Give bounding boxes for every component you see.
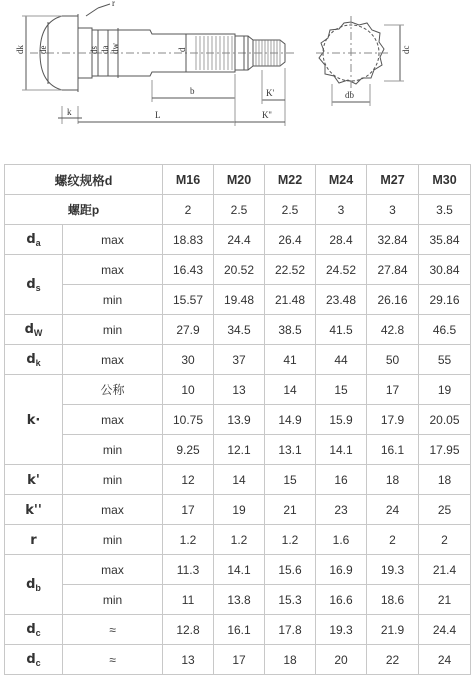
value-cell: 2 <box>367 525 419 555</box>
tolerance-cell: min <box>63 315 163 345</box>
value-cell: 15.9 <box>316 405 367 435</box>
symbol-cell <box>5 525 63 555</box>
symbol-cell <box>5 375 63 465</box>
spec-label: 螺纹规格d <box>5 165 163 195</box>
value-cell: 12.1 <box>214 435 265 465</box>
label-k: k <box>67 107 72 117</box>
symbol-main: r <box>30 532 37 548</box>
symbol-main: d <box>26 652 36 667</box>
label-ds: ds <box>89 45 99 54</box>
table-row <box>5 645 471 675</box>
value-cell: 19 <box>214 495 265 525</box>
value-cell: 16.9 <box>316 555 367 585</box>
symbol-cell <box>5 465 63 495</box>
value-cell: 13.1 <box>265 435 316 465</box>
value-cell: 20.05 <box>419 405 471 435</box>
symbol-main: d <box>26 277 36 292</box>
value-cell: 21 <box>265 495 316 525</box>
symbol-cell <box>5 645 63 675</box>
value-cell: 11 <box>163 585 214 615</box>
tolerance-cell: min <box>63 585 163 615</box>
value-cell: 12.8 <box>163 615 214 645</box>
symbol-main: k'' <box>25 502 42 518</box>
size-header: M27 <box>367 165 419 195</box>
symbol-main: d <box>26 232 36 247</box>
table-row <box>5 615 471 645</box>
value-cell: 1.6 <box>316 525 367 555</box>
tolerance-cell: 公称 <box>63 375 163 405</box>
value-cell: 13 <box>163 645 214 675</box>
table-row <box>5 315 471 345</box>
value-cell: 30.84 <box>419 255 471 285</box>
symbol-cell <box>5 555 63 615</box>
size-header: M30 <box>419 165 471 195</box>
tolerance-cell: max <box>63 345 163 375</box>
value-cell: 1.2 <box>265 525 316 555</box>
size-header: M22 <box>265 165 316 195</box>
value-cell: 16.6 <box>316 585 367 615</box>
value-cell: 14.1 <box>316 435 367 465</box>
tolerance-cell: max <box>63 495 163 525</box>
table-row <box>5 285 471 315</box>
label-d: d <box>177 47 187 52</box>
value-cell: 17.95 <box>419 435 471 465</box>
size-header: M24 <box>316 165 367 195</box>
label-b: b <box>190 86 195 96</box>
pitch-value: 2.5 <box>214 195 265 225</box>
value-cell: 16.43 <box>163 255 214 285</box>
symbol-subscript: c <box>35 628 41 638</box>
value-cell: 16.1 <box>214 615 265 645</box>
value-cell: 41 <box>265 345 316 375</box>
value-cell: 21 <box>419 585 471 615</box>
tolerance-cell: ≈ <box>63 645 163 675</box>
symbol-subscript: b <box>35 583 41 593</box>
symbol-cell <box>5 345 63 375</box>
value-cell: 1.2 <box>214 525 265 555</box>
value-cell: 18 <box>265 645 316 675</box>
value-cell: 19.3 <box>367 555 419 585</box>
value-cell: 16 <box>316 465 367 495</box>
symbol-main: k· <box>26 412 41 428</box>
value-cell: 37 <box>214 345 265 375</box>
label-dk: dk <box>15 45 25 54</box>
value-cell: 26.4 <box>265 225 316 255</box>
tolerance-cell: min <box>63 285 163 315</box>
table-row <box>5 555 471 585</box>
value-cell: 18.83 <box>163 225 214 255</box>
symbol-subscript: W <box>33 328 43 338</box>
value-cell: 16.1 <box>367 435 419 465</box>
value-cell: 13.8 <box>214 585 265 615</box>
value-cell: 17.8 <box>265 615 316 645</box>
value-cell: 25 <box>419 495 471 525</box>
label-kp: K' <box>266 88 275 98</box>
label-kpp: K'' <box>262 110 272 120</box>
symbol-cell <box>5 225 63 255</box>
symbol-main: d <box>26 577 36 592</box>
tolerance-cell: max <box>63 225 163 255</box>
value-cell: 9.25 <box>163 435 214 465</box>
value-cell: 23 <box>316 495 367 525</box>
value-cell: 14 <box>214 465 265 495</box>
value-cell: 34.5 <box>214 315 265 345</box>
value-cell: 22.52 <box>265 255 316 285</box>
value-cell: 24 <box>367 495 419 525</box>
value-cell: 20 <box>316 645 367 675</box>
table-row <box>5 435 471 465</box>
tolerance-cell: min <box>63 525 163 555</box>
value-cell: 32.84 <box>367 225 419 255</box>
symbol-subscript: s <box>35 283 41 293</box>
value-cell: 14.9 <box>265 405 316 435</box>
table-row <box>5 375 471 405</box>
value-cell: 21.4 <box>419 555 471 585</box>
value-cell: 24 <box>419 645 471 675</box>
label-L: L <box>155 110 161 120</box>
symbol-cell <box>5 255 63 315</box>
value-cell: 30 <box>163 345 214 375</box>
value-cell: 35.84 <box>419 225 471 255</box>
value-cell: 10 <box>163 375 214 405</box>
size-header: M20 <box>214 165 265 195</box>
value-cell: 15 <box>265 465 316 495</box>
symbol-cell <box>5 315 63 345</box>
value-cell: 2 <box>419 525 471 555</box>
bolt-drawing <box>0 0 474 155</box>
tolerance-cell: min <box>63 465 163 495</box>
table-row <box>5 585 471 615</box>
symbol-subscript: a <box>35 238 41 248</box>
value-cell: 23.48 <box>316 285 367 315</box>
tolerance-cell: ≈ <box>63 615 163 645</box>
tolerance-cell: max <box>63 255 163 285</box>
value-cell: 18.6 <box>367 585 419 615</box>
value-cell: 13.9 <box>214 405 265 435</box>
label-dc: dc <box>401 45 411 54</box>
value-cell: 21.48 <box>265 285 316 315</box>
symbol-main: d <box>24 322 34 337</box>
value-cell: 19.3 <box>316 615 367 645</box>
value-cell: 24.4 <box>214 225 265 255</box>
value-cell: 41.5 <box>316 315 367 345</box>
value-cell: 14.1 <box>214 555 265 585</box>
value-cell: 22 <box>367 645 419 675</box>
symbol-cell <box>5 495 63 525</box>
value-cell: 46.5 <box>419 315 471 345</box>
tolerance-cell: max <box>63 405 163 435</box>
pitch-value: 2 <box>163 195 214 225</box>
value-cell: 17 <box>367 375 419 405</box>
pitch-value: 2.5 <box>265 195 316 225</box>
value-cell: 15.6 <box>265 555 316 585</box>
value-cell: 26.16 <box>367 285 419 315</box>
label-db: db <box>345 90 354 100</box>
spec-table <box>4 164 471 675</box>
value-cell: 28.4 <box>316 225 367 255</box>
value-cell: 14 <box>265 375 316 405</box>
value-cell: 18 <box>419 465 471 495</box>
tolerance-cell: min <box>63 435 163 465</box>
size-header: M16 <box>163 165 214 195</box>
value-cell: 1.2 <box>163 525 214 555</box>
table-row <box>5 495 471 525</box>
value-cell: 19.48 <box>214 285 265 315</box>
pitch-value: 3 <box>367 195 419 225</box>
symbol-subscript: k <box>35 358 41 368</box>
tolerance-cell: max <box>63 555 163 585</box>
value-cell: 42.8 <box>367 315 419 345</box>
table-row <box>5 255 471 285</box>
value-cell: 19 <box>419 375 471 405</box>
symbol-main: d <box>26 622 36 637</box>
value-cell: 38.5 <box>265 315 316 345</box>
label-r: r <box>112 0 115 8</box>
table-row <box>5 525 471 555</box>
symbol-cell <box>5 615 63 645</box>
label-dw: dw <box>110 43 120 54</box>
value-cell: 50 <box>367 345 419 375</box>
value-cell: 13 <box>214 375 265 405</box>
value-cell: 17 <box>214 645 265 675</box>
value-cell: 24.4 <box>419 615 471 645</box>
value-cell: 27.84 <box>367 255 419 285</box>
value-cell: 15.3 <box>265 585 316 615</box>
value-cell: 20.52 <box>214 255 265 285</box>
value-cell: 12 <box>163 465 214 495</box>
table-row <box>5 465 471 495</box>
symbol-main: k' <box>27 472 40 488</box>
label-de: de <box>38 45 48 54</box>
pitch-value: 3.5 <box>419 195 471 225</box>
value-cell: 11.3 <box>163 555 214 585</box>
value-cell: 55 <box>419 345 471 375</box>
symbol-subscript: c <box>35 658 41 668</box>
table-row <box>5 225 471 255</box>
value-cell: 15.57 <box>163 285 214 315</box>
label-da: da <box>100 45 110 54</box>
value-cell: 27.9 <box>163 315 214 345</box>
value-cell: 44 <box>316 345 367 375</box>
value-cell: 17.9 <box>367 405 419 435</box>
symbol-main: d <box>26 352 36 367</box>
table-row <box>5 345 471 375</box>
pitch-value: 3 <box>316 195 367 225</box>
value-cell: 24.52 <box>316 255 367 285</box>
value-cell: 17 <box>163 495 214 525</box>
value-cell: 15 <box>316 375 367 405</box>
value-cell: 18 <box>367 465 419 495</box>
value-cell: 29.16 <box>419 285 471 315</box>
pitch-label: 螺距p <box>5 195 163 225</box>
value-cell: 10.75 <box>163 405 214 435</box>
table-row <box>5 405 471 435</box>
value-cell: 21.9 <box>367 615 419 645</box>
